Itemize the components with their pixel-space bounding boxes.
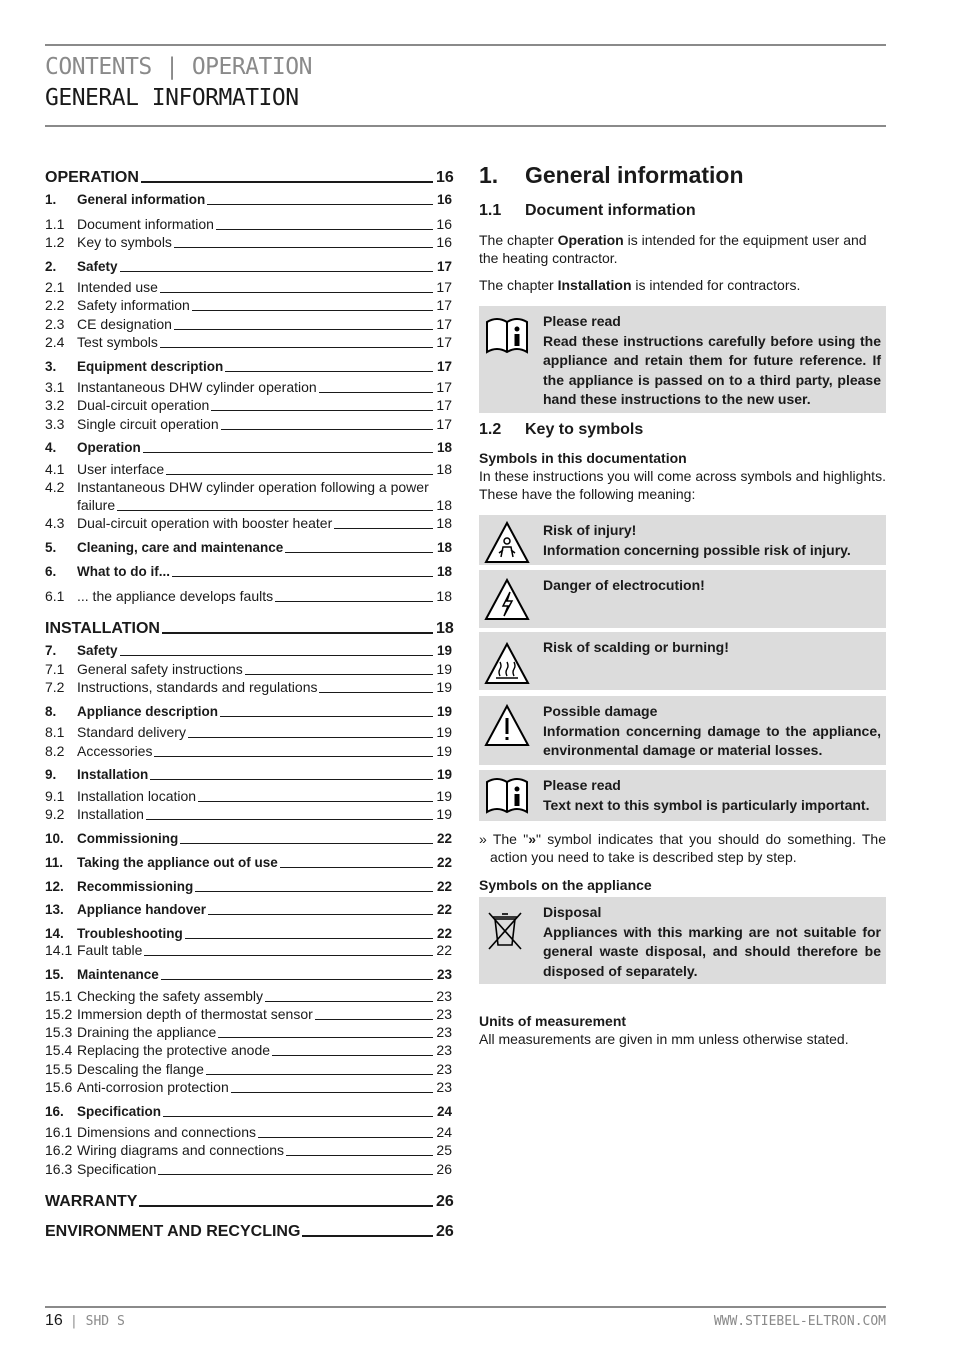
toc-entry[interactable] [45,376,452,396]
toc-entry[interactable] [45,985,452,1005]
toc-entry-number: 2.2 [45,297,65,313]
toc-entry[interactable] [45,458,452,478]
toc-entry-title: Safety [77,259,118,274]
toc-entry-title: Instructions, standards and regulations [77,679,318,695]
toc-leader-line [285,552,433,553]
toc-entry-title: Safety information [77,297,190,313]
toc-entry[interactable] [45,313,452,333]
website-url: WWW.STIEBEL-ELTRON.COM [713,1314,886,1329]
toc-entry-title: Installation [77,767,149,782]
toc-entry[interactable] [45,851,452,871]
toc-entry[interactable] [45,700,452,720]
toc-entry-title: Standard delivery [77,724,186,740]
toc-entry-page: 17 [436,416,452,432]
notice-title: Possible damage [543,703,658,719]
toc-entry-title: Intended use [77,279,158,295]
notice-title: Risk of scalding or burning! [543,639,729,655]
toc-entry-page: 17 [436,297,452,313]
toc-entry-number: 15.6 [45,1079,73,1095]
toc-entry-title: Installation [77,806,144,822]
toc-leader-line [150,779,433,780]
toc-entry-title: Dimensions and connections [77,1124,256,1140]
toc-entry-number: 14. [45,926,64,941]
toc-entry-page: 24 [436,1124,452,1140]
toc-entry-number: 1. [45,192,57,207]
toc-entry[interactable] [45,721,452,741]
toc-entry-title: Cleaning, care and maintenance [77,540,284,555]
toc-entry-page: 23 [436,1006,452,1022]
toc-leader-line [198,801,433,802]
toc-entry[interactable] [45,1216,452,1240]
toc-entry-page: 18 [436,620,454,637]
toc-leader-line [272,1055,433,1056]
toc-entry-number: 9.1 [45,788,65,804]
toc-entry-page: 18 [436,497,452,513]
toc-leader-line [245,674,433,675]
toc-entry-title-continued: failure [77,497,116,513]
subsection-heading-key-to-symbols [479,421,643,439]
page-number: 16 [45,1312,63,1329]
toc-entry-page: 26 [436,1193,454,1210]
toc-entry-page: 19 [436,788,452,804]
toc-entry-number: 3.3 [45,416,65,432]
toc-entry-page: 16 [436,192,452,207]
toc-entry[interactable] [45,231,452,251]
toc-leader-line [211,410,433,411]
toc-leader-line [275,601,433,602]
toc-entry-page: 23 [436,1042,452,1058]
toc-entry-page: 18 [436,461,452,477]
toc-entry-title: ... the appliance develops faults [77,588,274,604]
units-heading: Units of measurement [479,1013,627,1029]
toc-leader-line [120,271,433,272]
subsection-number: 1.2 [479,421,502,438]
toc-entry-title: Draining the appliance [77,1024,217,1040]
toc-entry[interactable] [45,1139,452,1159]
toc-entry-title: Checking the safety assembly [77,988,263,1004]
toc-entry-number: 4. [45,440,57,455]
toc-entry[interactable] [45,1058,452,1078]
toc-entry-page: 16 [436,234,452,250]
toc-entry-page: 18 [436,588,452,604]
toc-entry-title: Dual-circuit operation with booster heater [77,515,333,531]
toc-entry-number: 2.4 [45,334,65,350]
toc-entry[interactable] [45,1021,452,1041]
toc-leader-line [154,756,433,757]
notice-text: Appliances with this marking are not suitable for general waste disposal, and should therefore be disposed of separately. [543,923,881,979]
toc-entry-title: Safety [77,643,118,658]
toc-entry-number: 5. [45,540,57,555]
toc-entry[interactable] [45,676,452,696]
toc-entry-title: Appliance handover [77,902,207,917]
toc-entry-page: 19 [436,806,452,822]
toc-leader-line [180,843,433,844]
toc-entry[interactable] [45,560,452,580]
toc-leader-line [218,1037,433,1038]
toc-entry[interactable] [45,740,452,760]
toc-entry[interactable] [45,331,452,351]
toc-entry-number: 2.3 [45,316,65,332]
section-heading-general-information [479,162,744,189]
toc-entry-title: Maintenance [77,967,159,982]
toc-entry-page: 19 [436,767,452,782]
toc-entry[interactable] [45,763,452,783]
toc-entry-page: 18 [436,540,452,555]
toc-entry-title: What to do if... [77,564,170,579]
toc-entry-number: 15.1 [45,988,73,1004]
toc-entry[interactable] [45,1100,452,1120]
toc-entry-number: 8.2 [45,743,65,759]
toc-entry-title: Installation location [77,788,197,804]
subsection-title: Key to symbols [525,421,644,438]
toc-leader-line [146,819,433,820]
toc-entry[interactable] [45,898,452,918]
toc-entry-page: 22 [436,902,452,917]
toc-entry-number: 1.1 [45,216,65,232]
notice-title: Risk of injury! [543,522,637,538]
toc-entry[interactable] [45,355,452,375]
toc-entry-page: 17 [436,379,452,395]
notice-danger-electrocution [479,570,886,628]
toc-entry-title: Immersion depth of thermostat sensor [77,1006,313,1022]
toc-leader-line [225,371,433,372]
toc-entry-page: 19 [436,679,452,695]
toc-leader-line [207,204,433,205]
toc-entry-number: 2.1 [45,279,65,295]
toc-entry[interactable] [45,613,452,637]
units-text: All measurements are given in mm unless otherwise stated. [479,1031,849,1047]
toc-entry[interactable] [45,803,452,823]
paragraph-installation-chapter: The chapter Installation is intended for contractors. [479,277,801,293]
toc-entry-number: 7. [45,643,57,658]
notice-text: Information concerning possible risk of injury. [543,541,851,558]
toc-entry[interactable] [45,1039,452,1059]
toc-entry[interactable] [45,413,452,433]
toc-leader-line [143,452,433,453]
toc-entry-number: 7.2 [45,679,65,695]
toc-entry[interactable] [45,294,452,314]
notice-risk-of-injury [479,515,886,565]
notice-title: Please read [543,313,621,329]
toc-entry-number: 3.2 [45,397,65,413]
toc-entry-title: Fault table [77,942,143,958]
toc-leader-line [231,1092,433,1093]
toc-entry-title: WARRANTY [45,1193,138,1210]
toc-entry[interactable] [45,875,452,895]
toc-leader-line [166,474,433,475]
toc-entry-title: Appliance description [77,704,219,719]
toc-entry-title: General safety instructions [77,661,243,677]
toc-entry-title: Instantaneous DHW cylinder operation [77,379,317,395]
toc-entry-title: Wiring diagrams and connections [77,1142,284,1158]
toc-entry-title: Instantaneous DHW cylinder operation following a power [77,479,429,495]
toc-leader-line [174,329,433,330]
toc-leader-line [144,955,433,956]
toc-entry-title: Commissioning [77,831,179,846]
symbols-doc-heading: Symbols in this documentation [479,450,687,466]
toc-entry[interactable] [45,394,452,414]
toc-entry-title: Descaling the flange [77,1061,204,1077]
book-info-icon [483,772,531,818]
toc-entry-title: Replacing the protective anode [77,1042,271,1058]
toc-entry-number: 16.1 [45,1124,73,1140]
crossed-bin-icon [481,907,529,953]
toc-entry[interactable] [45,436,452,456]
toc-leader-line [163,1116,433,1117]
toc-entry[interactable] [45,639,452,659]
toc-entry-title: Anti-corrosion protection [77,1079,229,1095]
model-name: | SHD S [70,1314,125,1329]
toc-leader-line [208,914,433,915]
toc-entry-title: INSTALLATION [45,620,160,637]
toc-entry-title: User interface [77,461,165,477]
toc-leader-line [302,1235,433,1237]
toc-entry-page: 22 [436,926,452,941]
toc-entry-page: 22 [436,942,452,958]
toc-leader-line [141,181,433,183]
toc-leader-line [192,310,433,311]
symbols-appliance-heading: Symbols on the appliance [479,877,652,893]
toc-entry-page: 23 [436,988,452,1004]
toc-entry-continuation[interactable] [45,494,452,514]
toc-entry-title: Specification [77,1104,162,1119]
toc-entry-number: 16. [45,1104,64,1119]
injury-warning-icon [483,519,531,565]
toc-entry[interactable] [45,1186,452,1210]
toc-entry-number: 14.1 [45,942,73,958]
subsection-heading-document-information [479,202,696,220]
header-contents-operation: CONTENTS | OPERATION [45,54,312,80]
toc-entry-number: 4.1 [45,461,65,477]
toc-entry-number: 9.2 [45,806,65,822]
toc-entry-title: Operation [77,440,141,455]
toc-leader-line [160,347,433,348]
toc-entry[interactable] [45,476,452,496]
toc-entry-title: Equipment description [77,359,224,374]
toc-entry-page: 19 [436,661,452,677]
toc-entry-number: 6.1 [45,588,65,604]
toc-entry-page: 17 [436,334,452,350]
toc-leader-line [319,692,433,693]
toc-entry-title: General information [77,192,206,207]
toc-entry[interactable] [45,827,452,847]
toc-entry-number: 15.3 [45,1024,73,1040]
toc-leader-line [280,867,433,868]
toc-entry-number: 2. [45,259,57,274]
toc-entry-title: Key to symbols [77,234,172,250]
toc-entry[interactable] [45,963,452,983]
toc-entry[interactable] [45,658,452,678]
toc-entry-title: CE designation [77,316,172,332]
toc-entry[interactable] [45,255,452,275]
toc-entry-number: 15.5 [45,1061,73,1077]
toc-entry[interactable] [45,162,452,186]
toc-leader-line [265,1001,433,1002]
notice-text: Read these instructions carefully before using the appliance and retain them for future reference. If the appliance is passed on to a third party, please hand these instructions to the new user. [543,332,881,407]
toc-entry[interactable] [45,1003,452,1023]
toc-entry[interactable] [45,585,452,605]
hot-surface-warning-icon [483,640,531,686]
toc-entry-title: Taking the appliance out of use [77,855,278,870]
notice-possible-damage [479,696,886,765]
toc-entry-number: 11. [45,855,64,870]
notice-title: Disposal [543,904,602,920]
toc-entry[interactable] [45,188,452,208]
toc-entry-title: Test symbols [77,334,158,350]
toc-entry-page: 17 [436,259,452,274]
toc-leader-line [188,737,433,738]
notice-title: Please read [543,777,621,793]
toc-entry[interactable] [45,785,452,805]
toc-leader-line [220,716,433,717]
toc-leader-line [206,1074,433,1075]
toc-leader-line [286,1155,433,1156]
toc-leader-line [334,528,433,529]
toc-entry-page: 19 [436,704,452,719]
toc-entry-page: 22 [436,879,452,894]
toc-entry-title: Recommissioning [77,879,194,894]
subsection-number: 1.1 [479,202,502,219]
toc-entry-number: 13. [45,902,64,917]
toc-entry-page: 22 [436,831,452,846]
toc-entry-title: Accessories [77,743,153,759]
toc-entry-page: 23 [436,1024,452,1040]
toc-entry-page: 16 [436,169,454,186]
toc-entry-page: 17 [436,397,452,413]
notice-please-read [479,306,886,413]
toc-leader-line [160,292,433,293]
toc-leader-line [162,632,433,634]
toc-leader-line [120,655,433,656]
toc-entry-number: 15. [45,967,64,982]
toc-entry-number: 7.1 [45,661,65,677]
toc-entry-page: 18 [436,564,452,579]
toc-entry-title: Troubleshooting [77,926,183,941]
toc-entry-number: 16.3 [45,1161,73,1177]
toc-entry-page: 19 [436,724,452,740]
toc-entry-page: 17 [436,359,452,374]
toc-entry-number: 16.2 [45,1142,73,1158]
toc-leader-line [258,1137,433,1138]
notice-text: Text next to this symbol is particularly important. [543,796,870,813]
toc-leader-line [158,1174,433,1175]
toc-entry-number: 6. [45,564,57,579]
toc-entry[interactable] [45,1076,452,1096]
toc-entry-number: 8.1 [45,724,65,740]
toc-entry[interactable] [45,512,452,532]
toc-entry-number: 3.1 [45,379,65,395]
toc-entry-page: 18 [436,515,452,531]
notice-please-read-2 [479,770,886,821]
paragraph-operation-chapter: The chapter Operation is intended for the equipment user and the heating contractor. [479,232,867,266]
toc-entry-page: 16 [436,216,452,232]
toc-entry-page: 24 [436,1104,452,1119]
toc-entry-page: 19 [436,643,452,658]
top-rule [45,44,886,46]
toc-leader-line [315,1019,433,1020]
toc-leader-line [172,576,433,577]
notice-text: Information concerning damage to the appliance, environmental damage or material losses. [543,722,881,758]
section-number: 1. [479,162,499,188]
toc-entry-number: 10. [45,831,64,846]
toc-entry-number: 8. [45,704,57,719]
toc-leader-line [117,510,433,511]
toc-entry-page: 26 [436,1223,454,1240]
toc-entry-page: 23 [436,1061,452,1077]
toc-entry-number: 15.4 [45,1042,73,1058]
notice-title: Danger of electrocution! [543,577,705,593]
toc-entry-page: 23 [436,967,452,982]
toc-entry-page: 22 [436,855,452,870]
toc-entry-title: ENVIRONMENT AND RECYCLING [45,1223,301,1240]
toc-entry-page: 19 [436,743,452,759]
toc-leader-line [139,1205,433,1207]
header-bottom-rule [45,125,886,127]
toc-entry-page: 17 [436,279,452,295]
toc-entry-number: 4.2 [45,479,65,495]
action-symbol-paragraph: » The "»" symbol indicates that you should do something. The action you need to take is described step by step. [479,831,887,865]
toc-entry-page: 18 [436,440,452,455]
notice-risk-scalding [479,632,886,690]
subsection-title: Document information [525,202,696,219]
toc-entry-title: Single circuit operation [77,416,219,432]
footer-rule [45,1306,886,1308]
toc-entry-number: 12. [45,879,64,894]
toc-entry-page: 23 [436,1079,452,1095]
symbols-doc-text: In these instructions you will come across symbols and highlights. These have the following meaning: [479,468,886,502]
toc-entry-number: 1.2 [45,234,65,250]
toc-entry-title: Document information [77,216,214,232]
toc-entry[interactable] [45,213,452,233]
toc-entry-number: 15.2 [45,1006,73,1022]
toc-entry-title: Dual-circuit operation [77,397,210,413]
header-general-information: GENERAL INFORMATION [45,85,299,111]
notice-disposal [479,897,886,984]
toc-leader-line [221,429,433,430]
toc-entry-number: 4.3 [45,515,65,531]
toc-entry[interactable] [45,939,452,959]
toc-entry-number: 9. [45,767,57,782]
section-title: General information [525,162,744,188]
toc-leader-line [161,979,433,980]
toc-leader-line [216,229,433,230]
toc-entry-title: Specification [77,1161,157,1177]
electrocution-warning-icon [483,576,531,622]
toc-entry-page: 25 [436,1142,452,1158]
toc-entry[interactable] [45,1158,452,1178]
toc-entry-title: OPERATION [45,169,139,186]
toc-entry-page: 17 [436,316,452,332]
toc-entry-page: 26 [436,1161,452,1177]
caution-exclamation-icon [483,702,531,748]
toc-entry-number: 3. [45,359,57,374]
toc-leader-line [319,392,433,393]
toc-leader-line [195,891,433,892]
toc-entry[interactable] [45,276,452,296]
toc-leader-line [174,247,433,248]
toc-entry[interactable] [45,536,452,556]
book-info-icon [483,312,531,358]
toc-entry[interactable] [45,1121,452,1141]
